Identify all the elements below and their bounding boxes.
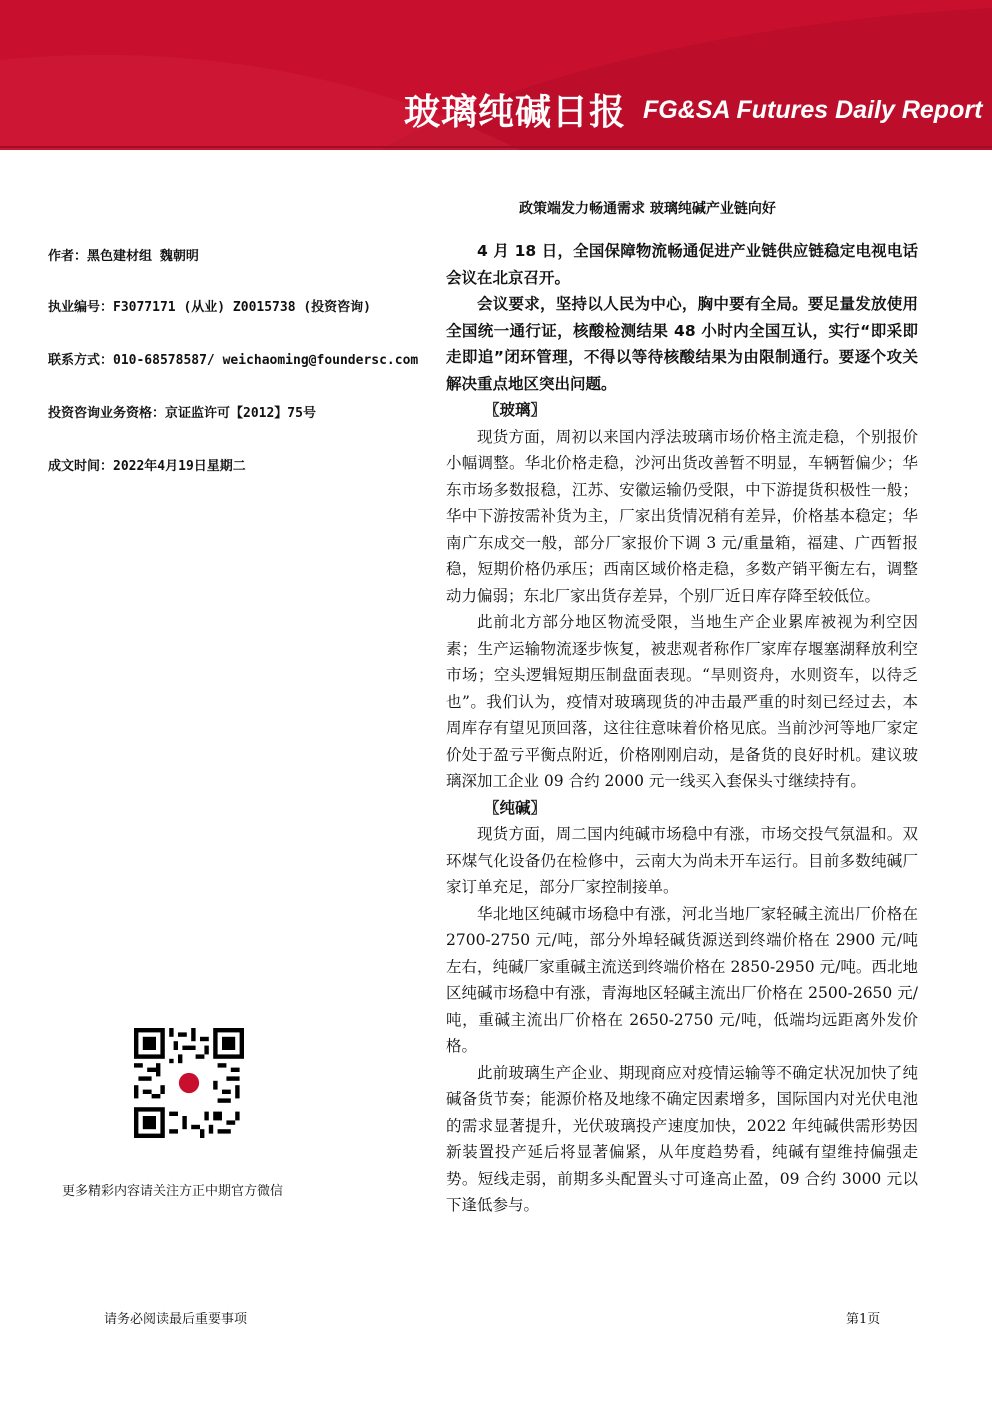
meta-qualification: 投资咨询业务资格：京证监许可【2012】75号 (48, 406, 316, 421)
meta-contact: 联系方式：010-68578587/ weichaoming@foundersc.com (48, 353, 419, 368)
soda-paragraph-2: 华北地区纯碱市场稳中有涨，河北当地厂家轻碱主流出厂价格在 2700-2750 元/吨，部分外埠轻碱货源送到终端价格在 2900 元/吨左右，纯碱厂家重碱主流送到终端价格在 2850-2950 元/吨。西北地区纯碱市场稳中有涨，青海地区轻碱主流出厂价格在 2500-2650 元/吨，重碱主流出厂价格在 2650-2750 元/吨，低端均远距离外发价格。 (446, 904, 918, 1055)
footer-page-number: 第1页 (846, 1312, 881, 1327)
header-divider (0, 146, 992, 148)
header-title-en: FG&SA Futures Daily Report (643, 96, 983, 124)
meta-date: 成文时间：2022年4月19日星期二 (48, 459, 246, 474)
section-heading-glass: 〖玻璃〗 (484, 401, 547, 419)
intro-paragraph-1: 4 月 18 日，全国保障物流畅通促进产业链供应链稳定电视电话会议在北京召开。 (446, 242, 918, 287)
report-header (0, 0, 992, 150)
report-title: 政策端发力畅通需求 玻璃纯碱产业链向好 (519, 201, 776, 217)
qr-caption: 更多精彩内容请关注方正中期官方微信 (62, 1184, 284, 1199)
wechat-qr-code[interactable] (134, 1028, 244, 1138)
header-title-cn: 玻璃纯碱日报 (404, 92, 627, 133)
soda-paragraph-1: 现货方面，周二国内纯碱市场稳中有涨，市场交投气氛温和。双环煤气化设备仍在检修中，云南大为尚未开车运行。目前多数纯碱厂家订单充足，部分厂家控制接单。 (446, 825, 918, 896)
glass-paragraph-1: 现货方面，周初以来国内浮法玻璃市场价格主流走稳，个别报价小幅调整。华北价格走稳，沙河出货改善暂不明显，车辆暂偏少；华东市场多数报稳，江苏、安徽运输仍受限，中下游提货积极性一般；华中下游按需补货为主，厂家出货情况稍有差异，价格基本稳定；华南广东成交一般，部分厂家报价下调 3 元/重量箱，福建、广西暂报稳，短期价格仍承压；西南区域价格走稳，多数产销平衡左右，调整动力偏弱；东北厂家出货存差异，个别厂近日库存降至较低位。 (446, 427, 918, 605)
section-heading-soda: 〖纯碱〗 (484, 798, 547, 817)
report-body (446, 238, 918, 1219)
glass-paragraph-2: 此前北方部分地区物流受限，当地生产企业累库被视为利空因素；生产运输物流逐步恢复，被悲观者称作厂家库存堰塞湖释放利空市场；空头逻辑短期压制盘面表现。“旱则资舟，水则资车，以待乏也”。我们认为，疫情对玻璃现货的冲击最严重的时刻已经过去，本周库存有望见顶回落，这往往意味着价格见底。当前沙河等地厂家定价处于盈亏平衡点附近，价格刚刚启动，是备货的良好时机。建议玻璃深加工企业 09 合约 2000 元一线买入套保头寸继续持有。 (446, 613, 918, 790)
soda-paragraph-3: 此前玻璃生产企业、期现商应对疫情运输等不确定状况加快了纯碱备货节奏；能源价格及地缘不确定因素增多，国际国内对光伏电池的需求显著提升，光伏玻璃投产速度加快，2022 年纯碱供需形势因新装置投产延后将显著偏紧，从年度趋势看，纯碱有望维持偏强走势。短线走弱，前期多头配置头寸可逢高止盈，09 合约 3000 元以下逢低参与。 (446, 1063, 918, 1214)
meta-author: 作者：黑色建材组 魏朝明 (48, 249, 199, 264)
intro-paragraph-2: 会议要求，坚持以人民为中心，胸中要有全局。要足量发放使用全国统一通行证，核酸检测结果 48 小时内全国互认，实行“即采即走即追”闭环管理，不得以等待核酸结果为由限制通行。要逐个攻关解决重点地区突出问题。 (446, 295, 918, 393)
meta-license: 执业编号：F3077171 (从业) Z0015738 (投资咨询) (48, 300, 372, 315)
footer-notice: 请务必阅读最后重要事项 (104, 1312, 248, 1327)
